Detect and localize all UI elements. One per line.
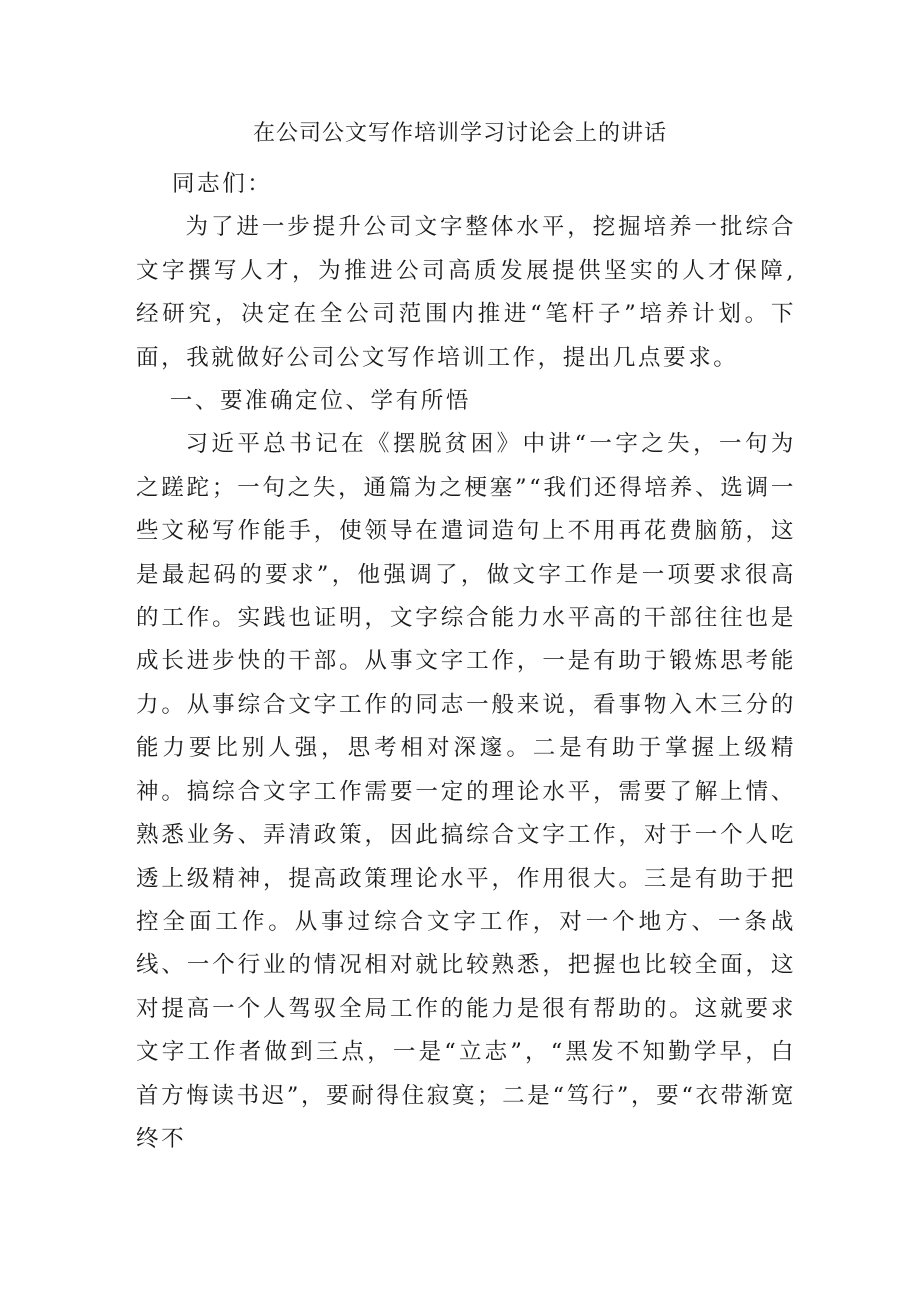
document-title: 在公司公文写作培训学习讨论会上的讲话 (252, 121, 667, 146)
intro-paragraph: 为了进一步提升公司文字整体水平，挖掘培养一批综合文字撰写人才，为推进公司高质发展提供坚实的人才保障,经研究，决定在全公司范围内推进“笔杆子”培养计划。下面，我就做好公司公文写作培训工作，提出几点要求。 (136, 214, 796, 371)
section-paragraph: 习近平总书记在《摆脱贫困》中讲“一字之失，一句为之蹉跎；一句之失，通篇为之梗塞”“我们还得培养、选调一些文秘写作能手，使领导在遣词造句上不用再花费脑筋，这是最起码的要求”，他强调了，做文字工作是一项要求很高的工作。实践也证明，文字综合能力水平高的干部往往也是成长进步快的干部。从事文字工作，一是有助于锻炼思考能力。从事综合文字工作的同志一般来说，看事物入木三分的能力要比别人强，思考相对深邃。二是有助于掌握上级精神。搞综合文字工作需要一定的理论水平，需要了解上情、熟悉业务、弄清政策，因此搞综合文字工作，对于一个人吃透上级精神，提高政策理论水平，作用很大。三是有助于把控全面工作。从事过综合文字工作，对一个地方、一条战线、一个行业的情况相对就比较熟悉，把握也比较全面，这对提高一个人驾驭全局工作的能力是很有帮助的。这就要求文字工作者做到三点，一是“立志”，“黑发不知勤学早，白首方悔读书迟”，要耐得住寂寞；二是“笃行”，要“衣带渐宽终不 (136, 431, 796, 1152)
section-heading: 一、要准确定位、学有所悟 (169, 388, 471, 415)
document-body (136, 163, 796, 1161)
salutation: 同志们： (172, 171, 273, 197)
